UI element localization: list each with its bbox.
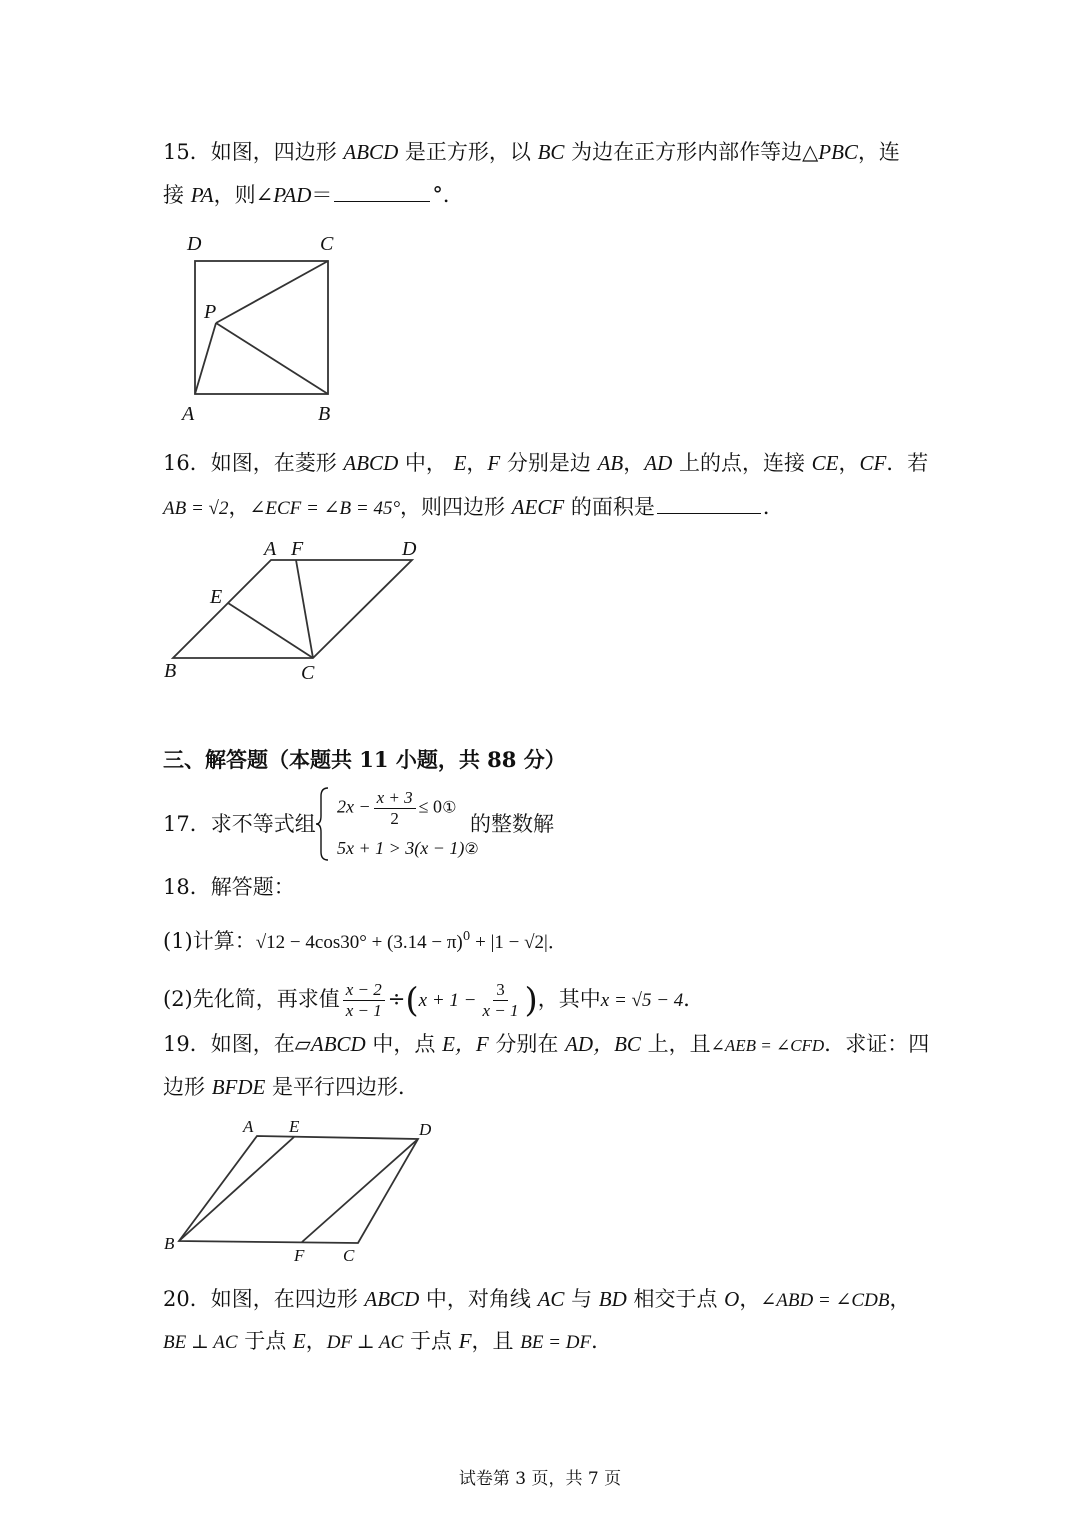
segment-ec xyxy=(228,603,313,658)
q17-prefix: 17．求不等式组 xyxy=(163,812,316,836)
q15-line2: 接 PA，则∠PAD＝ °． xyxy=(163,183,464,207)
label-a: A xyxy=(264,538,277,560)
label-e: E xyxy=(289,1117,300,1136)
q15-figure xyxy=(170,228,350,428)
q16-line1: 16．如图，在菱形 ABCD 中， E，F 分别是边 AB，AD 上的点，连接 CE，CF．若 xyxy=(163,451,929,475)
label-f: F xyxy=(294,1246,305,1265)
section-heading: 三、解答题（本题共 11 小题，共 88 分） xyxy=(163,747,566,772)
q16-figure xyxy=(158,535,428,685)
segment-be xyxy=(179,1137,294,1241)
q15-line1: 15．如图，四边形 ABCD 是正方形，以 BC 为边在正方形内部作等边△PBC，连 xyxy=(163,140,900,164)
q20-line2: BE ⊥ AC 于点 E，DF ⊥ AC 于点 F，且 BE = DF． xyxy=(163,1329,613,1353)
label-b: B xyxy=(164,1234,175,1253)
label-e: E xyxy=(210,586,223,608)
label-d: D xyxy=(419,1120,432,1139)
segment-pc xyxy=(216,261,328,323)
q20-line1: 20．如图，在四边形 ABCD 中，对角线 AC 与 BD 相交于点 O，∠ABD = ∠CDB， xyxy=(163,1287,911,1311)
parallelogram-abcd xyxy=(179,1136,418,1243)
q18-title: 18．解答题： xyxy=(163,875,295,899)
label-p: P xyxy=(204,301,217,323)
label-c: C xyxy=(343,1246,355,1265)
q16-line2: AB = √2，∠ECF = ∠B = 45°，则四边形 AECF 的面积是 ． xyxy=(163,495,784,519)
label-a: A xyxy=(182,403,195,425)
left-brace xyxy=(315,786,331,862)
q18-part2: (2)先化简，再求值 $\frac{x - 2}{x - 1}$ ÷(x + 1 − $\frac{3}{x - 1}$ )，其中x = √5 − 4． xyxy=(163,980,705,1021)
page-footer: 试卷第 3 页，共 7 页 xyxy=(458,1469,622,1489)
q19-line1: 19．如图，在▱ABCD 中，点 E，F 分别在 AD，BC 上，且∠AEB = ∠CFD．求证：四 xyxy=(163,1032,930,1056)
segment-pb xyxy=(216,323,328,394)
inequality-1: 2x − $\frac{x + 3}{2}$ ≤ 0① xyxy=(337,788,457,828)
label-d: D xyxy=(187,233,202,255)
segment-pa xyxy=(195,323,216,394)
q19-line2: 边形 BFDE 是平行四边形． xyxy=(163,1075,420,1099)
q17-suffix: 的整数解 xyxy=(470,812,554,836)
label-d: D xyxy=(402,538,417,560)
label-b: B xyxy=(318,403,331,425)
label-c: C xyxy=(320,233,334,255)
label-c: C xyxy=(301,662,315,684)
answer-blank-15 xyxy=(334,199,430,202)
segment-df xyxy=(302,1139,418,1242)
inequality-2: 5x + 1 > 3(x − 1)② xyxy=(337,838,479,858)
label-b: B xyxy=(164,660,177,682)
answer-blank-16 xyxy=(657,511,761,514)
rhombus-abcd xyxy=(173,560,412,658)
segment-fc xyxy=(296,560,313,658)
q18-part1: (1)计算：$√12 - 4\cos 30^\circ + (3.14 - \pi)^0 + |1 - √2|$． xyxy=(163,929,567,953)
label-a: A xyxy=(243,1117,254,1136)
q19-figure xyxy=(160,1112,450,1267)
label-f: F xyxy=(291,538,304,560)
